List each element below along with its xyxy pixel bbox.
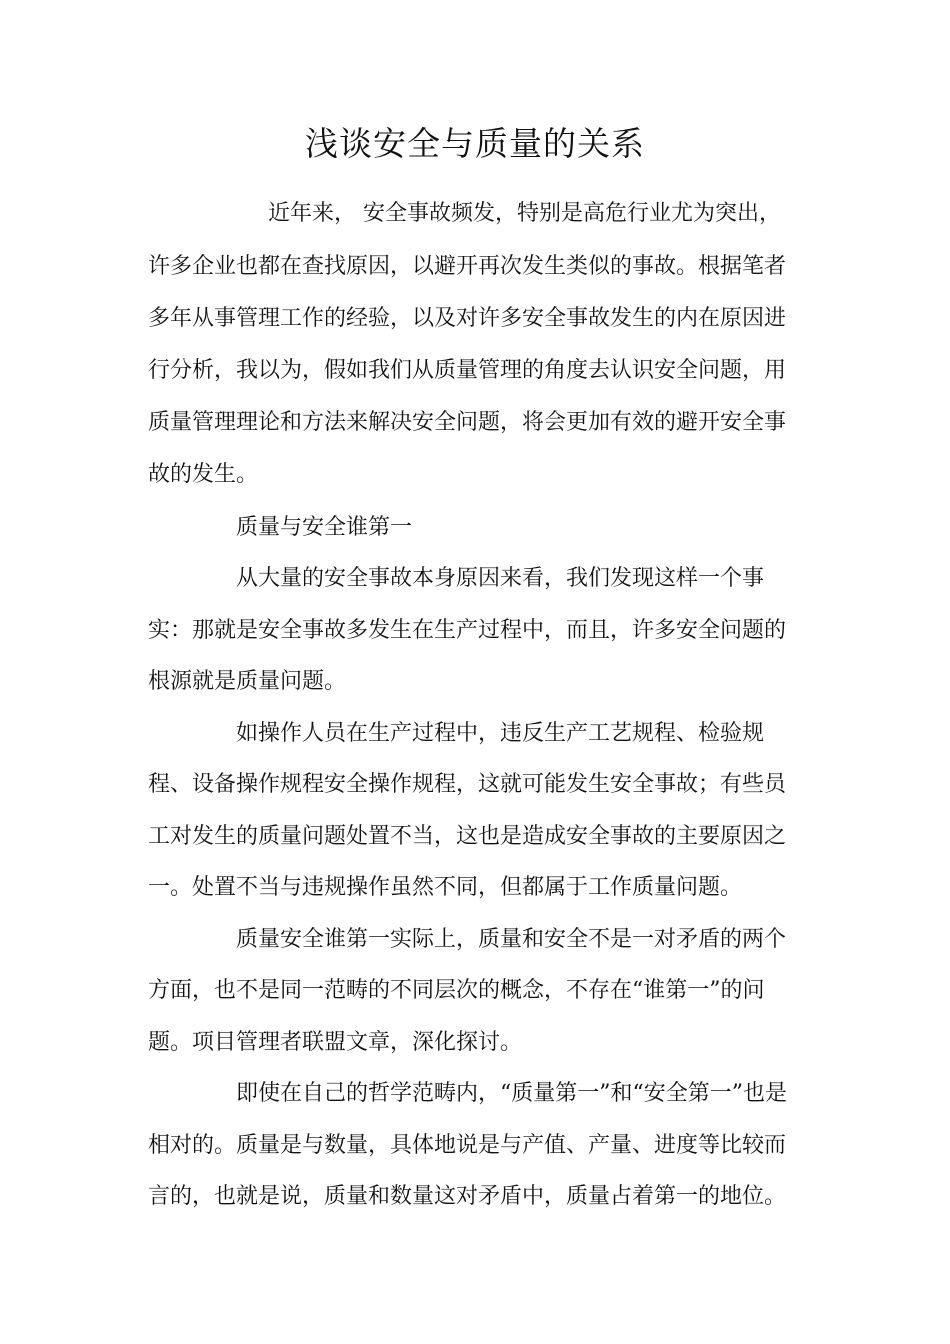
body-line: 方面，也不是同一范畴的不同层次的概念，不存在“谁第一”的问: [148, 978, 765, 1003]
body-line: 根源就是质量问题。: [148, 669, 347, 694]
body-line: 行分析，我以为，假如我们从质量管理的角度去认识安全问题，用: [148, 358, 787, 383]
body-line: 实：那就是安全事故多发生在生产过程中，而且，许多安全问题的: [148, 618, 787, 643]
body-line: 从大量的安全事故本身原因来看，我们发现这样一个事: [236, 566, 765, 591]
body-line: 质量安全谁第一实际上，质量和安全不是一对矛盾的两个: [236, 927, 787, 952]
body-line: 如操作人员在生产过程中，违反生产工艺规程、检验规: [236, 721, 765, 746]
body-line: 言的，也就是说，质量和数量这对矛盾中，质量占着第一的地位。: [148, 1184, 787, 1209]
body-line: 相对的。质量是与数量，具体地说是与产值、产量、进度等比较而: [148, 1133, 787, 1158]
body-line: 多年从事管理工作的经验，以及对许多安全事故发生的内在原因进: [148, 306, 787, 331]
body-line: 一。处置不当与违规操作虽然不同，但都属于工作质量问题。: [148, 875, 743, 900]
section-heading: 质量与安全谁第一: [236, 515, 413, 540]
document-title: 浅谈安全与质量的关系: [305, 124, 645, 163]
body-line: 质量管理理论和方法来解决安全问题，将会更加有效的避开安全事: [148, 410, 787, 435]
body-line: 即使在自己的哲学范畴内，“质量第一”和“安全第一”也是: [236, 1081, 787, 1106]
body-line: 程、设备操作规程安全操作规程，这就可能发生安全事故；有些员: [148, 772, 787, 797]
body-line: 工对发生的质量问题处置不当，这也是造成安全事故的主要原因之: [148, 824, 787, 849]
body-line: 题。项目管理者联盟文章，深化探讨。: [148, 1030, 523, 1055]
body-line: 故的发生。: [148, 462, 259, 487]
body-line: 近年来， 安全事故频发，特别是高危行业尤为突出，: [268, 201, 781, 226]
body-line: 许多企业也都在查找原因，以避开再次发生类似的事故。根据笔者: [148, 254, 787, 279]
